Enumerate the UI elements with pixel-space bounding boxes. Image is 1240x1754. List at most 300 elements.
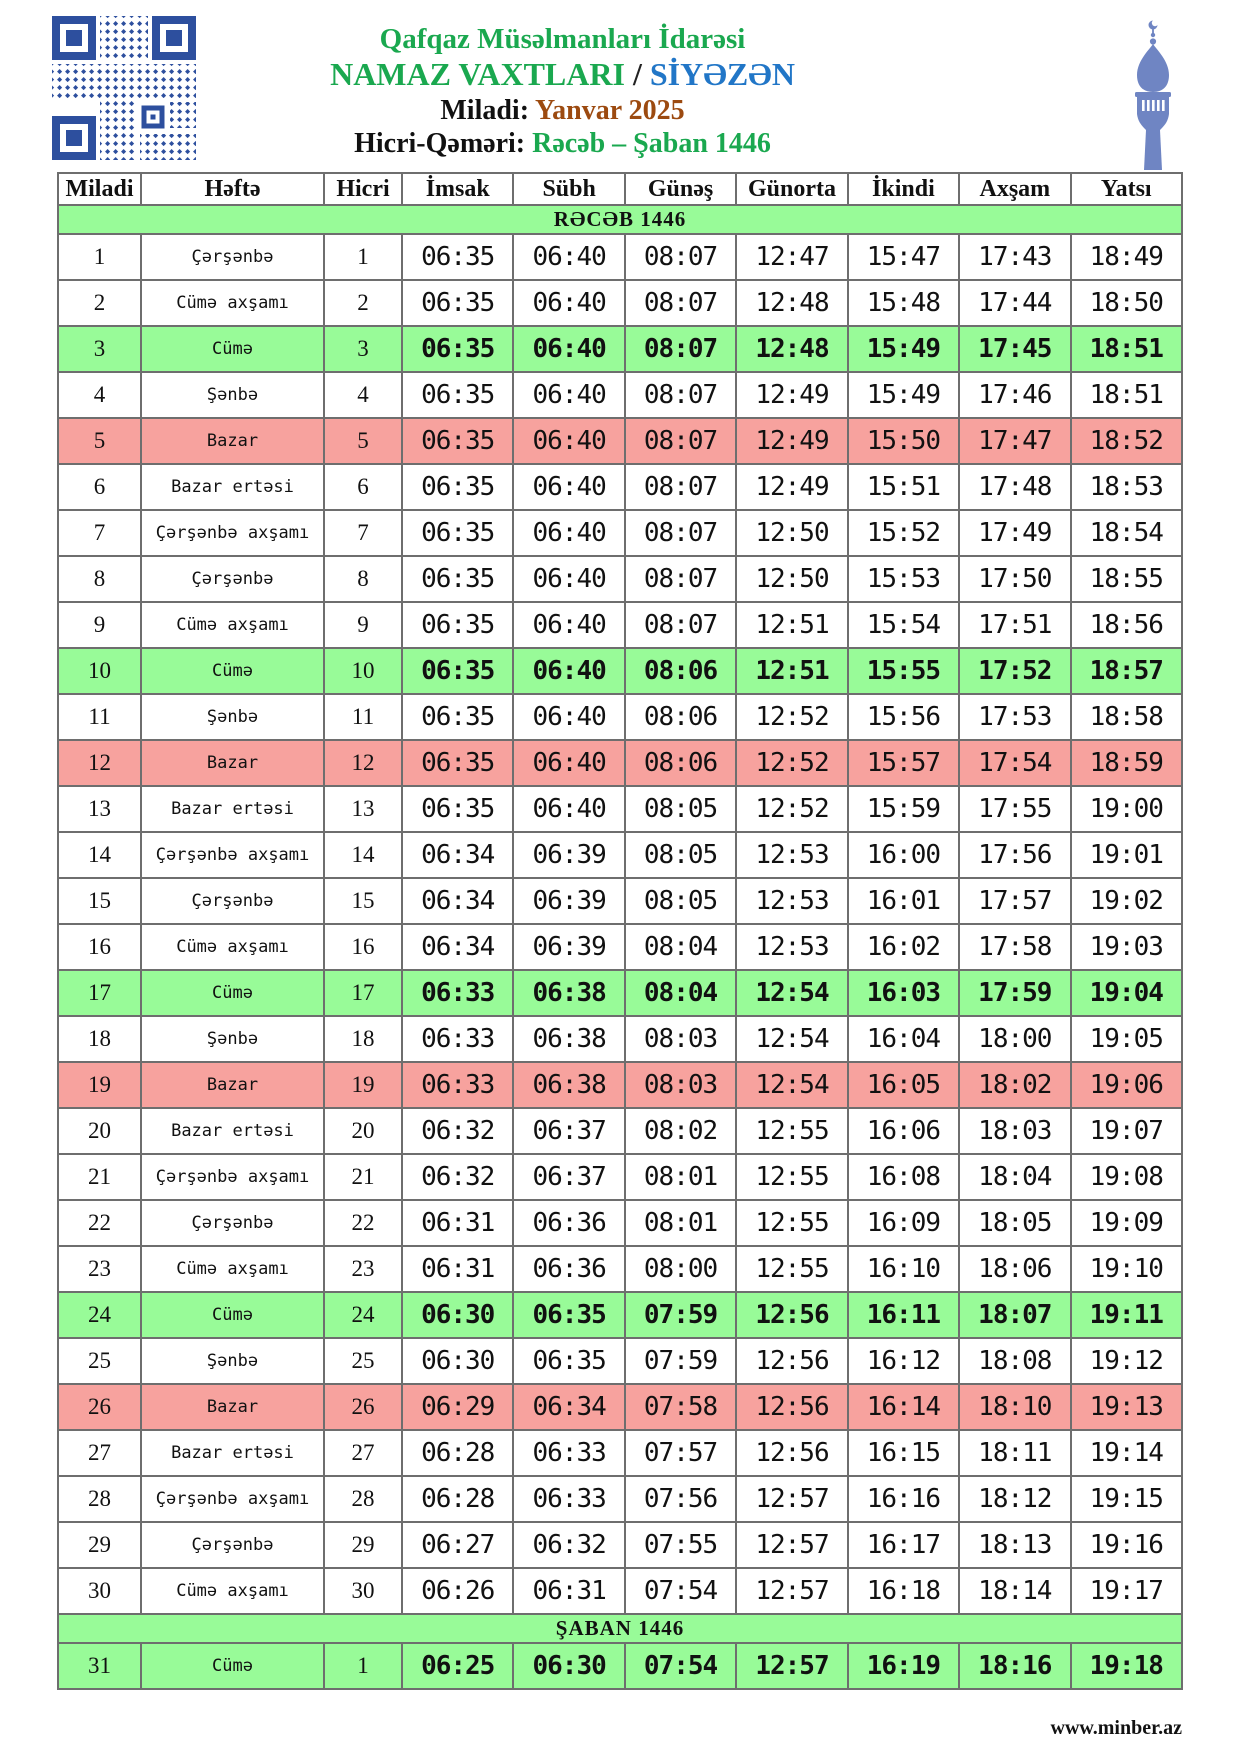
yatsi-time-cell: 19:02 [1071, 878, 1182, 924]
gunorta-time-cell: 12:53 [736, 878, 847, 924]
axsam-time-cell: 18:16 [959, 1643, 1070, 1689]
hicri-day-cell: 3 [324, 326, 402, 372]
prayer-times-row [58, 740, 1182, 786]
gunorta-time-cell: 12:48 [736, 280, 847, 326]
weekday-cell: Şənbə [141, 694, 324, 740]
prayer-times-row [58, 602, 1182, 648]
prayer-times-row [58, 1200, 1182, 1246]
yatsi-time-cell: 18:57 [1071, 648, 1182, 694]
weekday-cell: Bazar ertəsi [141, 786, 324, 832]
subh-time-cell: 06:36 [513, 1246, 624, 1292]
yatsi-time-cell: 18:59 [1071, 740, 1182, 786]
gunes-time-cell: 08:03 [625, 1016, 736, 1062]
miladi-day-cell: 2 [58, 280, 141, 326]
axsam-time-cell: 18:02 [959, 1062, 1070, 1108]
subh-time-cell: 06:39 [513, 878, 624, 924]
subh-time-cell: 06:38 [513, 1016, 624, 1062]
miladi-day-cell: 6 [58, 464, 141, 510]
hicri-day-cell: 28 [324, 1476, 402, 1522]
weekday-cell: Çərşənbə [141, 878, 324, 924]
gunorta-time-cell: 12:54 [736, 1062, 847, 1108]
gunes-time-cell: 08:03 [625, 1062, 736, 1108]
gunes-time-cell: 08:07 [625, 280, 736, 326]
miladi-day-cell: 15 [58, 878, 141, 924]
gunorta-time-cell: 12:56 [736, 1384, 847, 1430]
yatsi-time-cell: 19:09 [1071, 1200, 1182, 1246]
yatsi-time-cell: 19:13 [1071, 1384, 1182, 1430]
subh-time-cell: 06:40 [513, 326, 624, 372]
prayer-times-row [58, 648, 1182, 694]
axsam-time-cell: 18:04 [959, 1154, 1070, 1200]
ikindi-time-cell: 15:47 [848, 234, 959, 280]
prayer-table-body [58, 205, 1182, 1689]
gunorta-time-cell: 12:49 [736, 464, 847, 510]
prayer-times-row [58, 832, 1182, 878]
prayer-times-row [58, 970, 1182, 1016]
subh-time-cell: 06:40 [513, 372, 624, 418]
subh-time-cell: 06:38 [513, 970, 624, 1016]
yatsi-time-cell: 19:14 [1071, 1430, 1182, 1476]
gunes-time-cell: 07:59 [625, 1292, 736, 1338]
gunes-time-cell: 08:07 [625, 602, 736, 648]
ikindi-time-cell: 16:05 [848, 1062, 959, 1108]
hicri-value: Rəcəb – Şaban 1446 [532, 128, 771, 159]
weekday-cell: Cümə [141, 326, 324, 372]
subh-time-cell: 06:39 [513, 832, 624, 878]
col-header-gunorta: Günorta [736, 173, 847, 205]
miladi-day-cell: 7 [58, 510, 141, 556]
gunorta-time-cell: 12:56 [736, 1338, 847, 1384]
subh-time-cell: 06:40 [513, 280, 624, 326]
imsak-time-cell: 06:35 [402, 510, 513, 556]
imsak-time-cell: 06:35 [402, 786, 513, 832]
axsam-time-cell: 18:05 [959, 1200, 1070, 1246]
subh-time-cell: 06:40 [513, 740, 624, 786]
hicri-day-cell: 22 [324, 1200, 402, 1246]
gunes-time-cell: 07:56 [625, 1476, 736, 1522]
weekday-cell: Şənbə [141, 372, 324, 418]
ikindi-time-cell: 15:49 [848, 372, 959, 418]
subh-time-cell: 06:31 [513, 1568, 624, 1614]
gunorta-time-cell: 12:54 [736, 970, 847, 1016]
title-block [205, 22, 920, 160]
yatsi-time-cell: 19:11 [1071, 1292, 1182, 1338]
ikindi-time-cell: 16:16 [848, 1476, 959, 1522]
imsak-time-cell: 06:31 [402, 1200, 513, 1246]
miladi-day-cell: 19 [58, 1062, 141, 1108]
weekday-cell: Çərşənbə axşamı [141, 832, 324, 878]
subh-time-cell: 06:40 [513, 786, 624, 832]
miladi-day-cell: 8 [58, 556, 141, 602]
ikindi-time-cell: 16:06 [848, 1108, 959, 1154]
imsak-time-cell: 06:35 [402, 556, 513, 602]
axsam-time-cell: 17:47 [959, 418, 1070, 464]
axsam-time-cell: 17:56 [959, 832, 1070, 878]
yatsi-time-cell: 18:51 [1071, 326, 1182, 372]
ikindi-time-cell: 16:03 [848, 970, 959, 1016]
axsam-time-cell: 17:59 [959, 970, 1070, 1016]
ikindi-time-cell: 16:19 [848, 1643, 959, 1689]
weekday-cell: Cümə [141, 970, 324, 1016]
subh-time-cell: 06:36 [513, 1200, 624, 1246]
gunes-time-cell: 07:59 [625, 1338, 736, 1384]
weekday-cell: Bazar [141, 418, 324, 464]
yatsi-time-cell: 18:51 [1071, 372, 1182, 418]
miladi-day-cell: 25 [58, 1338, 141, 1384]
subh-time-cell: 06:32 [513, 1522, 624, 1568]
page-title [205, 56, 920, 94]
gunorta-time-cell: 12:52 [736, 694, 847, 740]
axsam-time-cell: 18:14 [959, 1568, 1070, 1614]
title-separator: / [632, 56, 642, 93]
ikindi-time-cell: 16:14 [848, 1384, 959, 1430]
hicri-day-cell: 29 [324, 1522, 402, 1568]
weekday-cell: Bazar [141, 1384, 324, 1430]
axsam-time-cell: 18:11 [959, 1430, 1070, 1476]
ikindi-time-cell: 15:50 [848, 418, 959, 464]
subh-time-cell: 06:33 [513, 1476, 624, 1522]
weekday-cell: Cümə axşamı [141, 924, 324, 970]
yatsi-time-cell: 19:05 [1071, 1016, 1182, 1062]
subh-time-cell: 06:35 [513, 1292, 624, 1338]
miladi-day-cell: 17 [58, 970, 141, 1016]
gunes-time-cell: 08:07 [625, 326, 736, 372]
gunorta-time-cell: 12:49 [736, 372, 847, 418]
yatsi-time-cell: 19:01 [1071, 832, 1182, 878]
hicri-day-cell: 5 [324, 418, 402, 464]
prayer-times-row [58, 510, 1182, 556]
gunes-time-cell: 08:07 [625, 510, 736, 556]
ikindi-time-cell: 15:54 [848, 602, 959, 648]
gunorta-time-cell: 12:57 [736, 1522, 847, 1568]
hicri-day-cell: 17 [324, 970, 402, 1016]
prayer-times-row [58, 1643, 1182, 1689]
gunorta-time-cell: 12:52 [736, 740, 847, 786]
hicri-day-cell: 10 [324, 648, 402, 694]
yatsi-time-cell: 19:16 [1071, 1522, 1182, 1568]
gunorta-time-cell: 12:47 [736, 234, 847, 280]
subh-time-cell: 06:33 [513, 1430, 624, 1476]
gunes-time-cell: 07:57 [625, 1430, 736, 1476]
city-name: SİYƏZƏN [649, 56, 795, 93]
miladi-day-cell: 20 [58, 1108, 141, 1154]
month-section-row [58, 205, 1182, 234]
subh-time-cell: 06:37 [513, 1154, 624, 1200]
hicri-day-cell: 1 [324, 1643, 402, 1689]
gunorta-time-cell: 12:55 [736, 1154, 847, 1200]
axsam-time-cell: 17:45 [959, 326, 1070, 372]
prayer-times-row [58, 280, 1182, 326]
prayer-times-row [58, 1246, 1182, 1292]
axsam-time-cell: 18:00 [959, 1016, 1070, 1062]
imsak-time-cell: 06:35 [402, 280, 513, 326]
subh-time-cell: 06:40 [513, 648, 624, 694]
gunorta-time-cell: 12:53 [736, 832, 847, 878]
ikindi-time-cell: 16:01 [848, 878, 959, 924]
gunes-time-cell: 08:07 [625, 556, 736, 602]
imsak-time-cell: 06:31 [402, 1246, 513, 1292]
gunorta-time-cell: 12:57 [736, 1476, 847, 1522]
prayer-times-row [58, 694, 1182, 740]
weekday-cell: Bazar ertəsi [141, 1108, 324, 1154]
title-namaz-vaxtlari: NAMAZ VAXTLARI [330, 56, 625, 93]
miladi-day-cell: 28 [58, 1476, 141, 1522]
miladi-day-cell: 24 [58, 1292, 141, 1338]
axsam-time-cell: 17:58 [959, 924, 1070, 970]
hicri-day-cell: 9 [324, 602, 402, 648]
axsam-time-cell: 17:44 [959, 280, 1070, 326]
month-section-label: RƏCƏB 1446 [58, 205, 1182, 234]
axsam-time-cell: 17:54 [959, 740, 1070, 786]
ikindi-time-cell: 15:56 [848, 694, 959, 740]
gunes-time-cell: 08:05 [625, 878, 736, 924]
imsak-time-cell: 06:35 [402, 418, 513, 464]
imsak-time-cell: 06:29 [402, 1384, 513, 1430]
col-header-ikindi: İkindi [848, 173, 959, 205]
miladi-day-cell: 23 [58, 1246, 141, 1292]
subh-time-cell: 06:37 [513, 1108, 624, 1154]
gunes-time-cell: 08:07 [625, 234, 736, 280]
gunes-time-cell: 08:05 [625, 832, 736, 878]
column-header-row [58, 173, 1182, 205]
prayer-times-row [58, 786, 1182, 832]
yatsi-time-cell: 18:49 [1071, 234, 1182, 280]
col-header-yatsi: Yatsı [1071, 173, 1182, 205]
subh-time-cell: 06:40 [513, 464, 624, 510]
prayer-times-row [58, 326, 1182, 372]
ikindi-time-cell: 16:02 [848, 924, 959, 970]
miladi-day-cell: 22 [58, 1200, 141, 1246]
miladi-value: Yanvar 2025 [535, 94, 685, 126]
weekday-cell: Bazar ertəsi [141, 1430, 324, 1476]
imsak-time-cell: 06:35 [402, 464, 513, 510]
gunes-time-cell: 08:06 [625, 648, 736, 694]
axsam-time-cell: 18:12 [959, 1476, 1070, 1522]
hicri-day-cell: 30 [324, 1568, 402, 1614]
miladi-day-cell: 14 [58, 832, 141, 878]
miladi-day-cell: 9 [58, 602, 141, 648]
gunorta-time-cell: 12:57 [736, 1568, 847, 1614]
imsak-time-cell: 06:33 [402, 1062, 513, 1108]
miladi-day-cell: 5 [58, 418, 141, 464]
yatsi-time-cell: 19:00 [1071, 786, 1182, 832]
imsak-time-cell: 06:34 [402, 878, 513, 924]
hicri-day-cell: 16 [324, 924, 402, 970]
weekday-cell: Çərşənbə axşamı [141, 510, 324, 556]
yatsi-time-cell: 19:03 [1071, 924, 1182, 970]
imsak-time-cell: 06:30 [402, 1292, 513, 1338]
prayer-times-row [58, 1016, 1182, 1062]
prayer-times-row [58, 1522, 1182, 1568]
subh-time-cell: 06:34 [513, 1384, 624, 1430]
miladi-day-cell: 1 [58, 234, 141, 280]
prayer-times-row [58, 924, 1182, 970]
col-header-imsak: İmsak [402, 173, 513, 205]
hicri-day-cell: 4 [324, 372, 402, 418]
prayer-times-row [58, 1108, 1182, 1154]
weekday-cell: Bazar [141, 1062, 324, 1108]
hicri-label: Hicri-Qəməri: [354, 128, 526, 159]
subh-time-cell: 06:40 [513, 556, 624, 602]
prayer-times-row [58, 1430, 1182, 1476]
subh-time-cell: 06:35 [513, 1338, 624, 1384]
ikindi-time-cell: 16:00 [848, 832, 959, 878]
hicri-day-cell: 21 [324, 1154, 402, 1200]
gunorta-time-cell: 12:50 [736, 556, 847, 602]
gunes-time-cell: 08:01 [625, 1154, 736, 1200]
gunorta-time-cell: 12:54 [736, 1016, 847, 1062]
gunorta-time-cell: 12:56 [736, 1292, 847, 1338]
gunes-time-cell: 08:07 [625, 372, 736, 418]
yatsi-time-cell: 18:56 [1071, 602, 1182, 648]
ikindi-time-cell: 16:15 [848, 1430, 959, 1476]
subh-time-cell: 06:40 [513, 694, 624, 740]
col-header-gunes: Günəş [625, 173, 736, 205]
ikindi-time-cell: 16:12 [848, 1338, 959, 1384]
subh-time-cell: 06:40 [513, 234, 624, 280]
miladi-day-cell: 16 [58, 924, 141, 970]
weekday-cell: Şənbə [141, 1016, 324, 1062]
prayer-times-row [58, 556, 1182, 602]
weekday-cell: Bazar [141, 740, 324, 786]
ikindi-time-cell: 15:52 [848, 510, 959, 556]
subh-time-cell: 06:40 [513, 602, 624, 648]
gunes-time-cell: 08:06 [625, 694, 736, 740]
ikindi-time-cell: 16:08 [848, 1154, 959, 1200]
qr-code-icon [48, 12, 200, 164]
axsam-time-cell: 17:53 [959, 694, 1070, 740]
imsak-time-cell: 06:26 [402, 1568, 513, 1614]
yatsi-time-cell: 18:53 [1071, 464, 1182, 510]
imsak-time-cell: 06:27 [402, 1522, 513, 1568]
miladi-day-cell: 31 [58, 1643, 141, 1689]
yatsi-time-cell: 19:06 [1071, 1062, 1182, 1108]
prayer-times-row [58, 1384, 1182, 1430]
weekday-cell: Cümə axşamı [141, 1568, 324, 1614]
ikindi-time-cell: 16:17 [848, 1522, 959, 1568]
hicri-day-cell: 2 [324, 280, 402, 326]
imsak-time-cell: 06:34 [402, 832, 513, 878]
axsam-time-cell: 17:48 [959, 464, 1070, 510]
minaret-icon [1124, 18, 1182, 170]
imsak-time-cell: 06:35 [402, 234, 513, 280]
gunorta-time-cell: 12:50 [736, 510, 847, 556]
gunes-time-cell: 07:54 [625, 1568, 736, 1614]
ikindi-time-cell: 16:04 [848, 1016, 959, 1062]
gunorta-time-cell: 12:57 [736, 1643, 847, 1689]
imsak-time-cell: 06:35 [402, 326, 513, 372]
ikindi-time-cell: 16:11 [848, 1292, 959, 1338]
gunorta-time-cell: 12:55 [736, 1108, 847, 1154]
imsak-time-cell: 06:32 [402, 1154, 513, 1200]
weekday-cell: Çərşənbə [141, 1522, 324, 1568]
miladi-day-cell: 30 [58, 1568, 141, 1614]
ikindi-time-cell: 16:10 [848, 1246, 959, 1292]
subh-time-cell: 06:39 [513, 924, 624, 970]
hicri-day-cell: 26 [324, 1384, 402, 1430]
imsak-time-cell: 06:33 [402, 1016, 513, 1062]
yatsi-time-cell: 19:04 [1071, 970, 1182, 1016]
hicri-day-cell: 8 [324, 556, 402, 602]
ikindi-time-cell: 15:51 [848, 464, 959, 510]
miladi-label: Miladi: [440, 94, 530, 126]
miladi-day-cell: 10 [58, 648, 141, 694]
ikindi-time-cell: 15:59 [848, 786, 959, 832]
yatsi-time-cell: 19:17 [1071, 1568, 1182, 1614]
col-header-subh: Sübh [513, 173, 624, 205]
gunes-time-cell: 07:54 [625, 1643, 736, 1689]
imsak-time-cell: 06:35 [402, 694, 513, 740]
weekday-cell: Cümə axşamı [141, 280, 324, 326]
miladi-day-cell: 11 [58, 694, 141, 740]
gunes-time-cell: 08:00 [625, 1246, 736, 1292]
yatsi-time-cell: 19:15 [1071, 1476, 1182, 1522]
prayer-times-row [58, 1476, 1182, 1522]
ikindi-time-cell: 15:49 [848, 326, 959, 372]
col-header-hicri: Hicri [324, 173, 402, 205]
axsam-time-cell: 17:49 [959, 510, 1070, 556]
imsak-time-cell: 06:30 [402, 1338, 513, 1384]
weekday-cell: Bazar ertəsi [141, 464, 324, 510]
page-header [0, 0, 1240, 172]
subh-time-cell: 06:40 [513, 418, 624, 464]
miladi-day-cell: 13 [58, 786, 141, 832]
imsak-time-cell: 06:35 [402, 372, 513, 418]
axsam-time-cell: 17:46 [959, 372, 1070, 418]
ikindi-time-cell: 15:48 [848, 280, 959, 326]
month-section-row [58, 1614, 1182, 1643]
imsak-time-cell: 06:35 [402, 602, 513, 648]
subh-time-cell: 06:38 [513, 1062, 624, 1108]
miladi-day-cell: 18 [58, 1016, 141, 1062]
gregorian-date-line [205, 94, 920, 127]
axsam-time-cell: 17:50 [959, 556, 1070, 602]
hicri-day-cell: 6 [324, 464, 402, 510]
ikindi-time-cell: 15:57 [848, 740, 959, 786]
hicri-day-cell: 13 [324, 786, 402, 832]
prayer-times-row [58, 1568, 1182, 1614]
axsam-time-cell: 17:57 [959, 878, 1070, 924]
hicri-day-cell: 18 [324, 1016, 402, 1062]
imsak-time-cell: 06:32 [402, 1108, 513, 1154]
gunorta-time-cell: 12:51 [736, 602, 847, 648]
yatsi-time-cell: 18:52 [1071, 418, 1182, 464]
subh-time-cell: 06:40 [513, 510, 624, 556]
prayer-times-row [58, 1292, 1182, 1338]
hicri-day-cell: 19 [324, 1062, 402, 1108]
yatsi-time-cell: 19:08 [1071, 1154, 1182, 1200]
ikindi-time-cell: 16:09 [848, 1200, 959, 1246]
axsam-time-cell: 18:06 [959, 1246, 1070, 1292]
gunes-time-cell: 08:04 [625, 924, 736, 970]
gunorta-time-cell: 12:49 [736, 418, 847, 464]
weekday-cell: Çərşənbə [141, 1200, 324, 1246]
weekday-cell: Şənbə [141, 1338, 324, 1384]
yatsi-time-cell: 18:54 [1071, 510, 1182, 556]
yatsi-time-cell: 18:50 [1071, 280, 1182, 326]
weekday-cell: Çərşənbə [141, 556, 324, 602]
imsak-time-cell: 06:33 [402, 970, 513, 1016]
gunorta-time-cell: 12:52 [736, 786, 847, 832]
hijri-date-line [205, 127, 920, 160]
prayer-times-row [58, 464, 1182, 510]
gunorta-time-cell: 12:51 [736, 648, 847, 694]
hicri-day-cell: 15 [324, 878, 402, 924]
miladi-day-cell: 21 [58, 1154, 141, 1200]
axsam-time-cell: 18:08 [959, 1338, 1070, 1384]
imsak-time-cell: 06:28 [402, 1476, 513, 1522]
prayer-times-row [58, 1062, 1182, 1108]
